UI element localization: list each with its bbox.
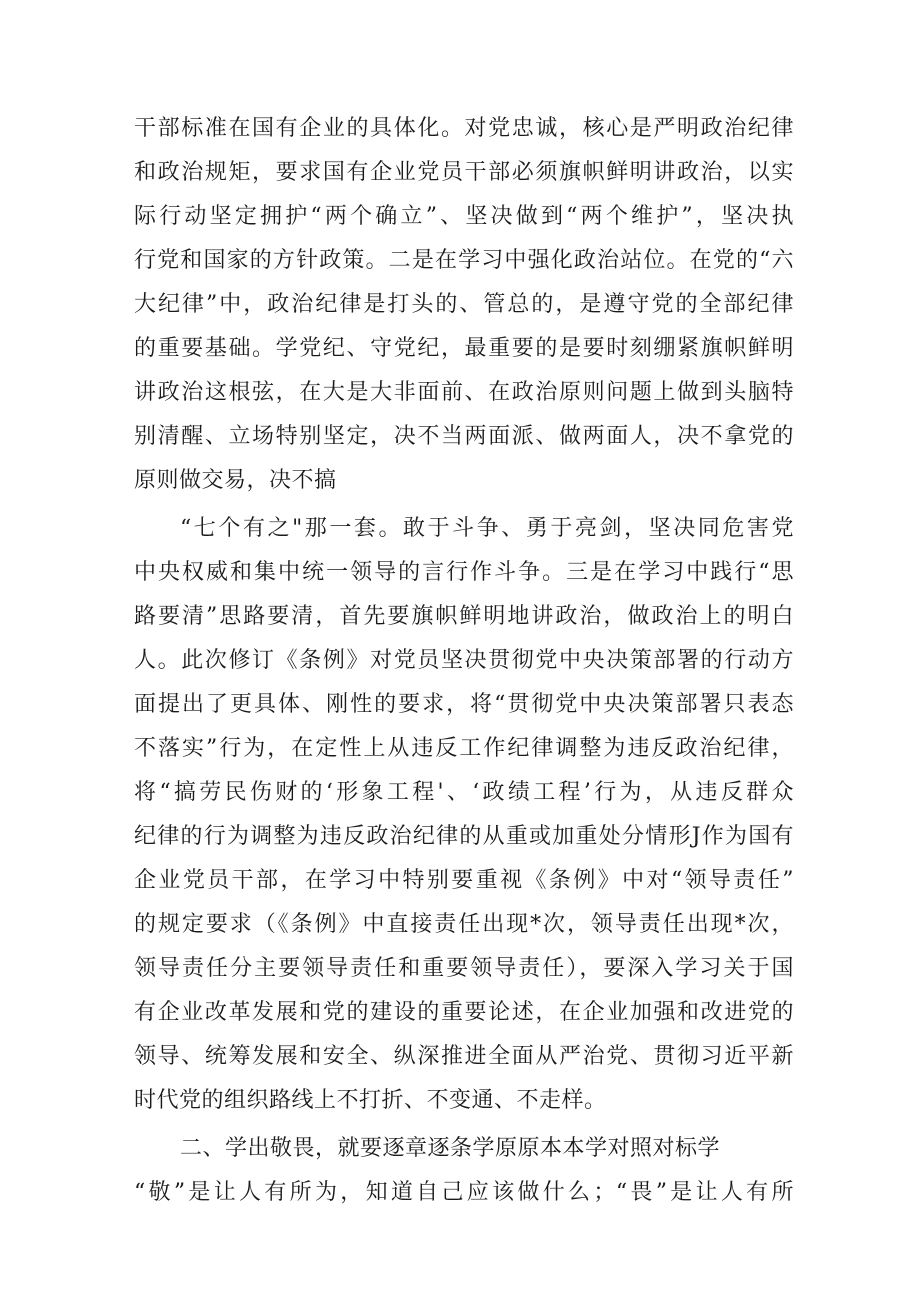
text-line: 讲政治这根弦，在大是大非面前、在政治原则问题上做到头脑特 xyxy=(134,380,794,405)
section-heading: 二、学出敬畏，就要逐章逐条学原原本本学对照对标学 xyxy=(180,1136,721,1161)
text-line: 的重要基础。学党纪、守党纪，最重要的是要时刻绷紧旗帜鲜明 xyxy=(134,336,794,361)
text-line: 干部标准在国有企业的具体化。对党忠诚，核心是严明政治纪律 xyxy=(134,116,794,141)
text-line: 纪律的行为调整为违反政治纪律的从重或加重处分情形J作为国有 xyxy=(134,824,794,849)
text-line: 际行动坚定拥护“两个确立”、坚决做到“两个维护”，坚决执 xyxy=(134,204,794,229)
text-line: 时代党的组织路线上不打折、不变通、不走样。 xyxy=(134,1088,607,1113)
text-line: 行党和国家的方针政策。二是在学习中强化政治站位。在党的“六 xyxy=(134,248,794,273)
text-line: 企业党员干部，在学习中特别要重视《条例》中对“领导责任” xyxy=(134,868,794,893)
text-line: 不落实”行为，在定性上从违反工作纪律调整为违反政治纪律， xyxy=(134,736,794,761)
text-line: 将“搞劳民伤财的‘形象工程'、‘政绩工程’行为，从违反群众 xyxy=(134,780,794,805)
text-line: 领导责任分主要领导责任和重要领导责任），要深入学习关于国 xyxy=(134,956,794,981)
text-line: 大纪律”中，政治纪律是打头的、管总的，是遵守党的全部纪律 xyxy=(134,292,794,317)
text-line: 领导、统筹发展和安全、纵深推进全面从严治党、贯彻习近平新 xyxy=(134,1044,794,1069)
text-line: 和政治规矩，要求国有企业党员干部必须旗帜鲜明讲政治，以实 xyxy=(134,160,794,185)
text-line: 的规定要求（《条例》中直接责任出现*次，领导责任出现*次， xyxy=(134,912,794,937)
text-line: 面提出了更具体、刚性的要求，将“贯彻党中央决策部署只表态 xyxy=(134,692,794,717)
text-line: 别清醒、立场特别坚定，决不当两面派、做两面人，决不拿党的 xyxy=(134,424,794,449)
text-line: “七个有之"那一套。敢于斗争、勇于亮剑，坚决同危害党 xyxy=(180,516,794,541)
text-line: 原则做交易，决不搞 xyxy=(134,468,337,493)
text-line: 路要清”思路要清，首先要旗帜鲜明地讲政治，做政治上的明白 xyxy=(134,604,794,629)
text-line: “敬”是让人有所为，知道自己应该做什么；“畏”是让人有所 xyxy=(134,1180,794,1205)
text-line: 中央权威和集中统一领导的言行作斗争。三是在学习中践行“思 xyxy=(134,560,794,585)
text-line: 有企业改革发展和党的建设的重要论述，在企业加强和改进党的 xyxy=(134,1000,794,1025)
text-line: 人。此次修订《条例》对党员坚决贯彻党中央决策部署的行动方 xyxy=(134,648,794,673)
